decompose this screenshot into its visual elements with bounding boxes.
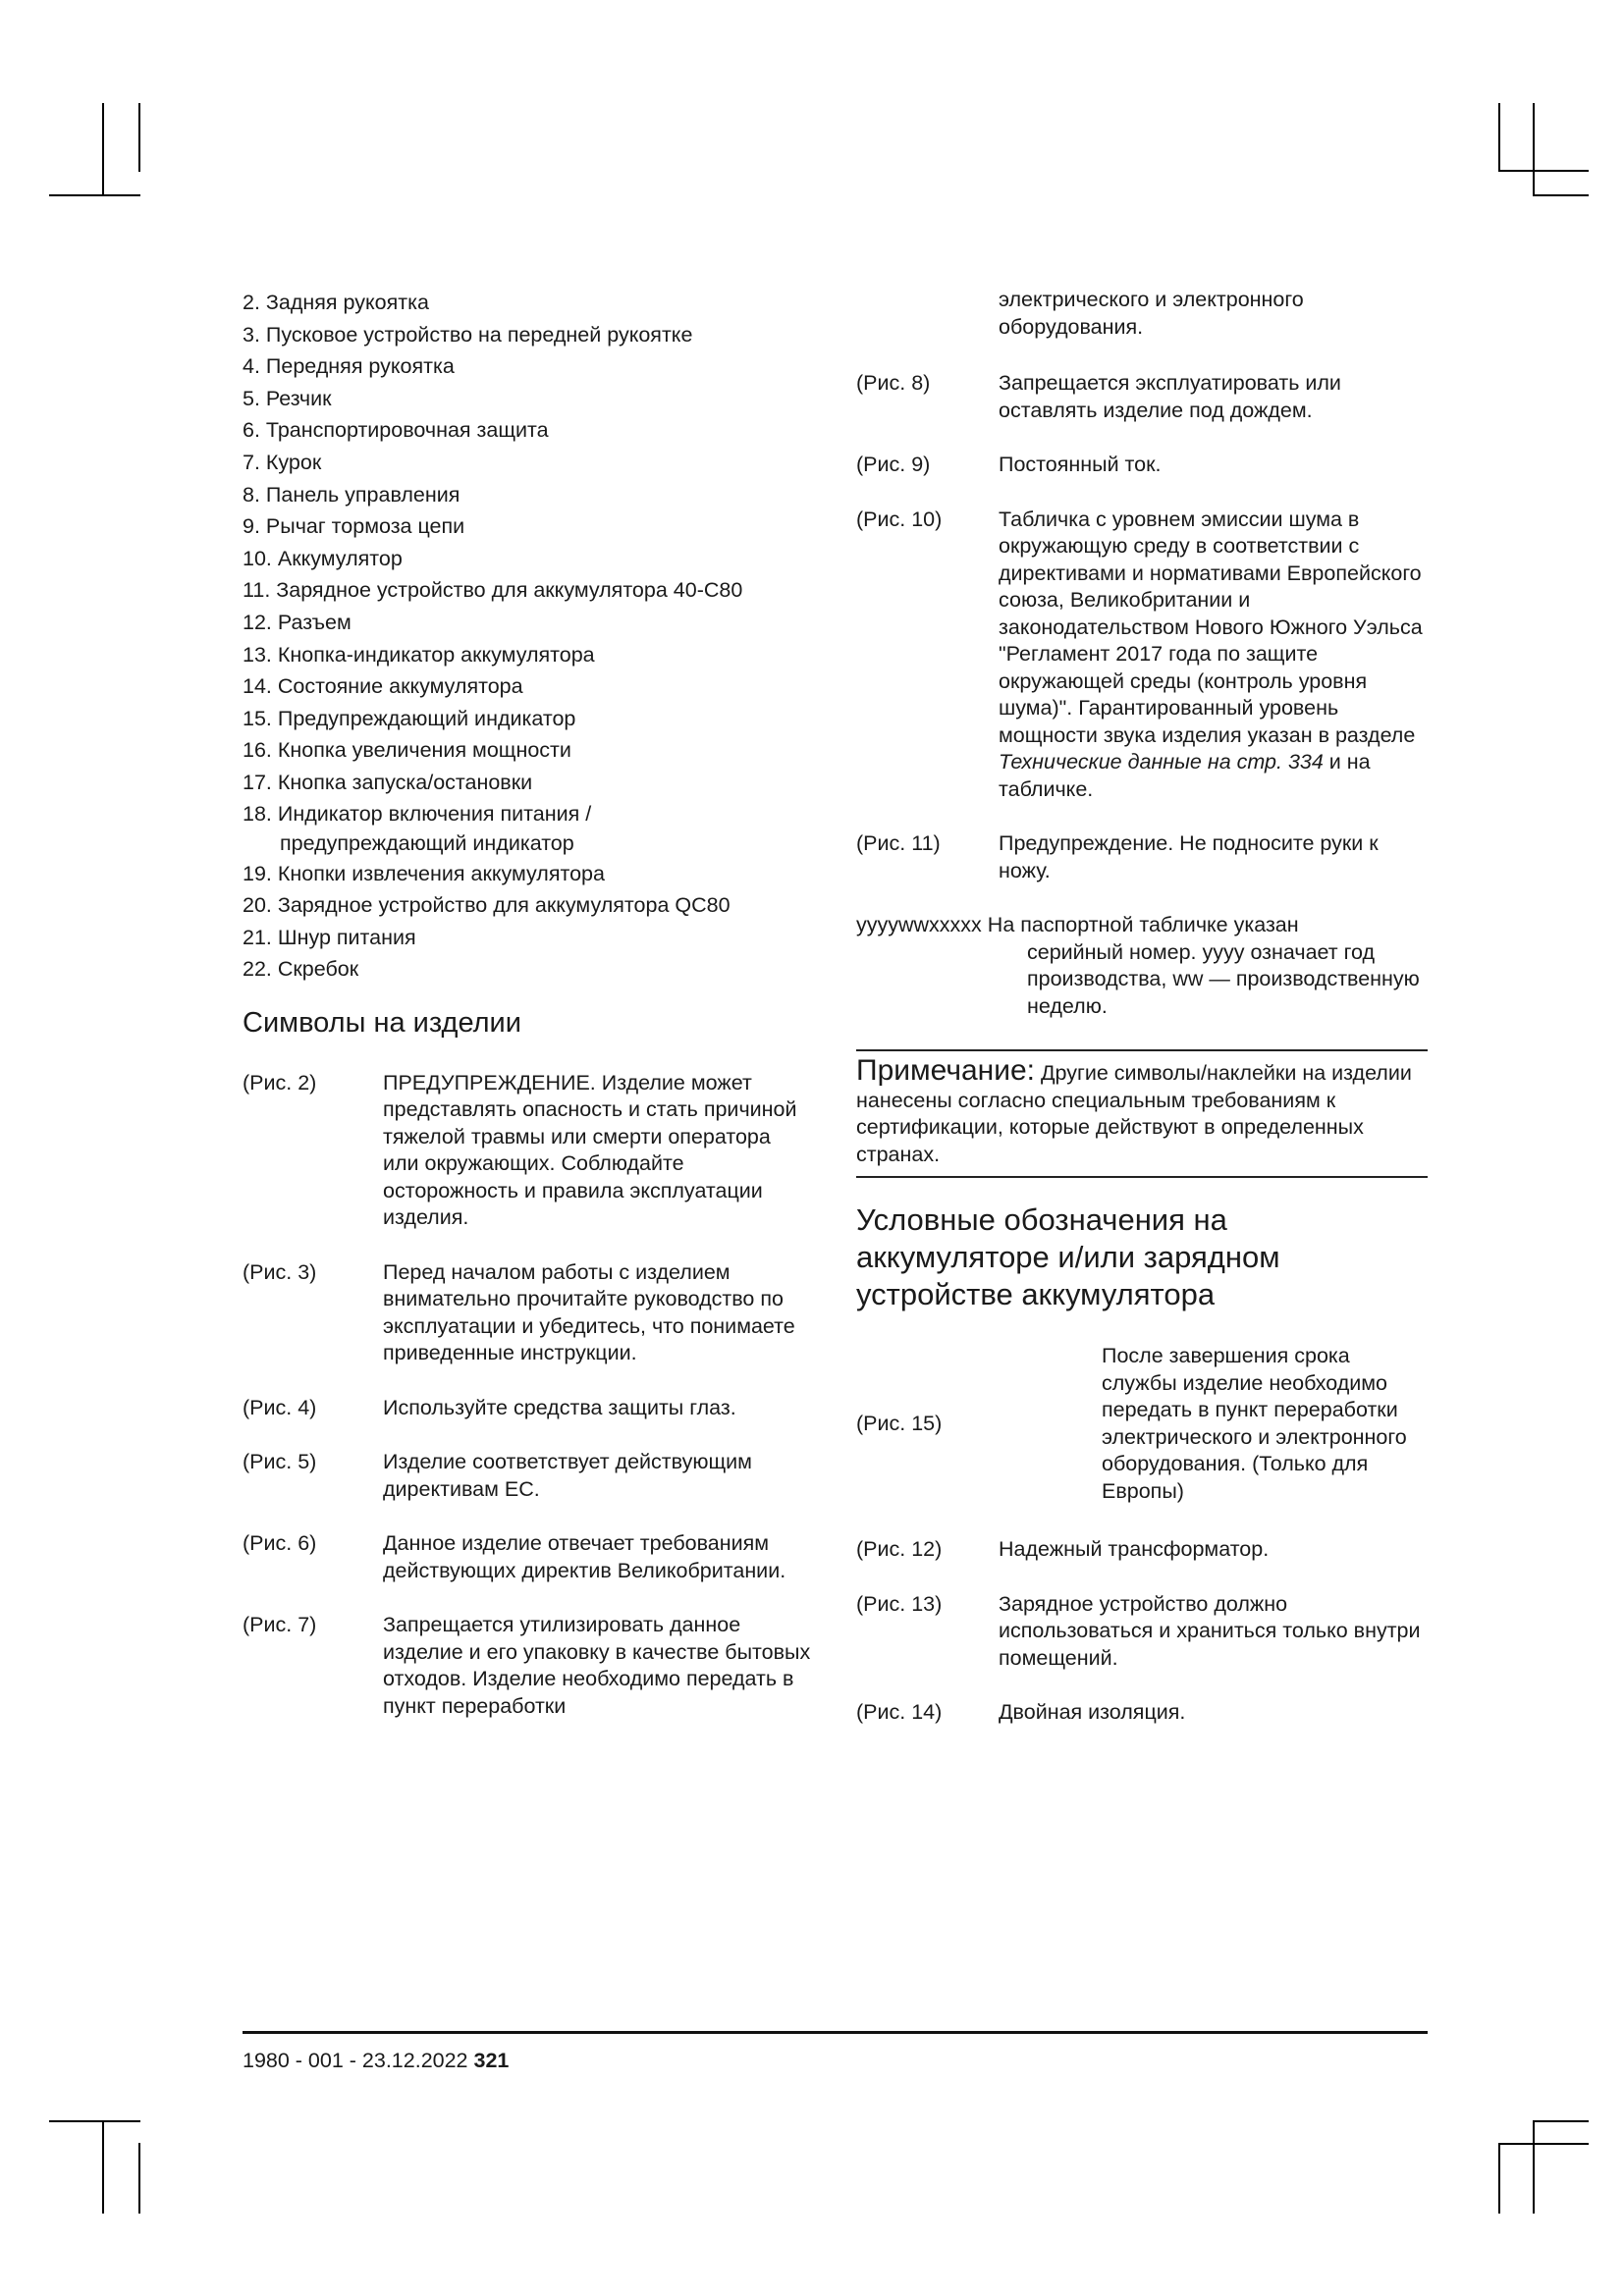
- list-item: 8. Панель управления: [243, 482, 460, 507]
- figure-ref: (Рис. 9): [856, 453, 931, 476]
- serial-code: yyyywwxxxxx: [856, 913, 982, 936]
- symbol-row: [243, 1449, 812, 1503]
- figure-ref: (Рис. 2): [243, 1070, 317, 1095]
- right-column: [856, 287, 1428, 1754]
- symbol-row: [856, 1699, 1428, 1727]
- list-item-continuation: предупреждающий индикатор: [280, 830, 574, 855]
- list-item: [243, 799, 812, 858]
- symbol-row: [243, 1395, 812, 1422]
- left-column: [243, 287, 812, 1747]
- symbol-row: [243, 1612, 812, 1720]
- list-item: 21. Шнур питания: [243, 925, 416, 949]
- serial-text-cont: серийный номер. yyyy означает год производства, ww — производственную неделю.: [1027, 939, 1420, 1018]
- list-item: 20. Зарядное устройство для аккумулятора QC80: [243, 893, 731, 918]
- list-item: 6. Транспортировочная защита: [243, 418, 549, 443]
- list-item: 13. Кнопка-индикатор аккумулятора: [243, 642, 595, 667]
- figure-ref: (Рис. 5): [243, 1450, 317, 1474]
- figure-ref: (Рис. 15): [856, 1411, 943, 1435]
- symbol-row: [856, 1343, 1428, 1505]
- figure-ref: (Рис. 13): [856, 1591, 943, 1616]
- figure-ref: (Рис. 11): [856, 831, 941, 855]
- description-text-end: и на табличке.: [999, 750, 1371, 801]
- symbol-description: Используйте средства защиты глаз.: [383, 1395, 736, 1419]
- list-item: 16. Кнопка увеличения мощности: [243, 738, 571, 763]
- symbol-description: Запрещается утилизировать данное изделие и его упаковку в качестве бытовых отходов. Изделие необходимо передать в пункт переработки: [383, 1613, 811, 1718]
- list-item-text: 18. Индикатор включения питания /: [243, 801, 592, 826]
- figure-ref: (Рис. 8): [856, 371, 931, 395]
- parts-list: [243, 287, 812, 986]
- figure-ref: (Рис. 10): [856, 507, 943, 531]
- page-footer: [243, 2047, 509, 2074]
- figure-ref: (Рис. 7): [243, 1613, 317, 1637]
- note-box: [856, 1049, 1428, 1178]
- section-heading-battery: Условные обозначения на аккумуляторе и/или зарядном устройстве аккумулятора: [856, 1202, 1280, 1311]
- note-text: Другие символы/наклейки на изделии нанесены согласно специальным требованиям к сертификации, которые действуют в определенных странах.: [856, 1061, 1412, 1166]
- symbol-description: Постоянный ток.: [999, 453, 1162, 476]
- symbol-row: [243, 1070, 812, 1232]
- serial-text: На паспортной табличке указан: [987, 913, 1299, 936]
- footer-divider: [243, 2031, 1428, 2034]
- symbol-description: Изделие соответствует действующим директивам ЕС.: [383, 1450, 752, 1501]
- serial-number-note: [856, 912, 1428, 1020]
- symbol-row: [856, 452, 1428, 479]
- list-item: 4. Передняя рукоятка: [243, 354, 455, 379]
- list-item: 11. Зарядное устройство для аккумулятора 40-C80: [243, 578, 743, 603]
- list-item: 22. Скребок: [243, 957, 359, 982]
- symbol-row: [243, 1259, 812, 1367]
- figure-ref: (Рис. 12): [856, 1537, 943, 1561]
- description-text: Табличка с уровнем эмиссии шума в окружающую среду в соответствии с директивами и нормативами Европейского союза, Великобритании и законодательством Нового Южного Уэльса "Регламент 2017 года по защите окружающей среды (контроль уровня шума)". Гарантированный уровень мощности звука изделия указан в разделе: [999, 507, 1423, 747]
- list-item: 5. Резчик: [243, 386, 332, 410]
- symbol-description: ПРЕДУПРЕЖДЕНИЕ. Изделие может представлять опасность и стать причиной тяжелой травмы или смерти оператора или окружающих. Соблюдайте осторожность и правила эксплуатации изделия.: [383, 1070, 797, 1230]
- list-item: 3. Пусковое устройство на передней рукоятке: [243, 322, 693, 347]
- list-item: 15. Предупреждающий индикатор: [243, 706, 576, 730]
- note-label: Примечание:: [856, 1054, 1035, 1087]
- symbol-description: [999, 507, 1428, 804]
- section-heading-symbols: Символы на изделии: [243, 1006, 521, 1039]
- symbol-row: [856, 1536, 1428, 1564]
- page-number: 321: [473, 2049, 510, 2072]
- figure-ref: (Рис. 14): [856, 1700, 943, 1724]
- list-item: 9. Рычаг тормоза цепи: [243, 514, 465, 539]
- list-item: 2. Задняя рукоятка: [243, 291, 429, 314]
- symbol-row: [856, 1591, 1428, 1673]
- symbol-description: После завершения срока службы изделие необходимо передать в пункт переработки электрического и электронного оборудования. (Только для Европы): [1102, 1344, 1407, 1503]
- figure-ref: (Рис. 3): [243, 1259, 317, 1284]
- symbol-row: [856, 830, 1428, 884]
- doc-reference: 1980 - 001 - 23.12.2022: [243, 2049, 468, 2072]
- symbol-description: Надежный трансформатор.: [999, 1537, 1270, 1561]
- list-item: 19. Кнопки извлечения аккумулятора: [243, 861, 605, 885]
- symbol-description: Зарядное устройство должно использоваться и храниться только внутри помещений.: [999, 1591, 1421, 1670]
- list-item: 14. Состояние аккумулятора: [243, 674, 523, 699]
- list-item: 7. Курок: [243, 450, 322, 474]
- list-item: 12. Разъем: [243, 610, 352, 634]
- list-item: 10. Аккумулятор: [243, 546, 403, 570]
- symbol-description: Предупреждение. Не подносите руки к ножу.: [999, 831, 1379, 882]
- symbol-row: [856, 370, 1428, 424]
- symbol-description-continuation: электрического и электронного оборудования.: [999, 288, 1304, 339]
- figure-ref: (Рис. 6): [243, 1531, 317, 1556]
- symbol-description: Перед началом работы с изделием внимательно прочитайте руководство по эксплуатации и убедитесь, что понимаете приведенные инструкции.: [383, 1259, 795, 1365]
- figure-ref: (Рис. 4): [243, 1395, 317, 1419]
- symbol-description: Данное изделие отвечает требованиям действующих директив Великобритании.: [383, 1531, 786, 1582]
- symbol-description: Двойная изоляция.: [999, 1700, 1186, 1724]
- symbol-row: [243, 1530, 812, 1584]
- technical-data-link[interactable]: Технические данные на стр. 334: [999, 750, 1324, 774]
- list-item: 17. Кнопка запуска/остановки: [243, 770, 533, 794]
- symbol-row: [856, 507, 1428, 804]
- symbol-description: Запрещается эксплуатировать или оставлять изделие под дождем.: [999, 371, 1341, 422]
